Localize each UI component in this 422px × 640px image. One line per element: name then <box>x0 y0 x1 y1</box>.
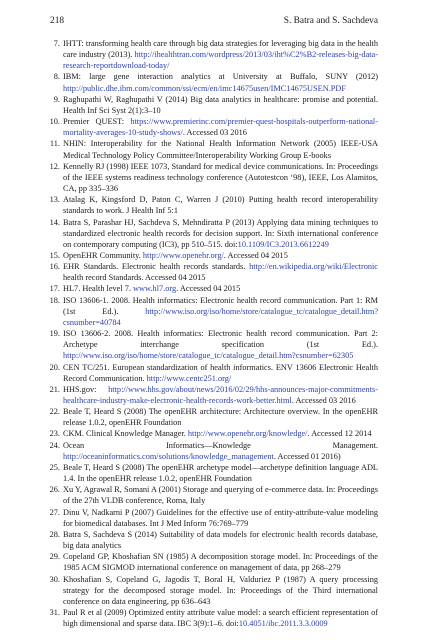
reference-number: 15. <box>49 250 60 260</box>
reference-item <box>46 194 378 216</box>
reference-text <box>63 284 240 293</box>
reference-suffix: . Accessed 12 2014 <box>307 429 372 439</box>
reference-item <box>46 440 378 462</box>
reference-citation: Batra S, Sachdeva S (2014) Suitability of data models for electronic health records database, big data analytics <box>63 529 378 551</box>
reference-item <box>46 462 378 484</box>
reference-link[interactable]: http://www.iso.org/iso/home/store/catalogue_tc/catalogue_detail.htm?csnumber=62305 <box>63 351 354 361</box>
reference-number: 26. <box>49 485 60 495</box>
reference-item <box>46 574 378 607</box>
reference-number: 21. <box>49 384 60 394</box>
reference-text <box>63 575 378 606</box>
reference-suffix: . Accessed 04 2015 <box>176 284 241 294</box>
reference-text <box>63 296 378 327</box>
reference-text <box>63 72 378 92</box>
reference-number: 30. <box>49 574 60 584</box>
reference-citation: EHR Standards. Electronic health records standards. <box>63 262 250 272</box>
reference-citation: CEN TC/251. European standardization of health informatics. ENV 13606 Electronic Health Record Communication. <box>63 362 378 383</box>
reference-text <box>63 39 378 70</box>
reference-number: 24. <box>49 440 60 450</box>
reference-number: 31. <box>49 607 60 617</box>
reference-suffix: . Accessed 03 2016 <box>291 396 356 405</box>
reference-item <box>46 161 378 194</box>
reference-link[interactable]: http://www.openehr.org/ <box>142 250 224 260</box>
reference-suffix: . Accessed 04 2015 <box>223 250 288 260</box>
reference-text <box>63 608 378 628</box>
reference-citation: Ocean Informatics—Knowledge Management. <box>63 440 378 450</box>
reference-link[interactable]: http://public.dhe.ibm.com/common/ssi/ecm/en/imc14675usen/IMC14675USEN.PDF <box>63 83 347 93</box>
reference-item <box>46 607 378 629</box>
reference-suffix: . Accessed 03 2016 <box>182 128 247 138</box>
reference-citation: HHS.gov: <box>63 384 109 394</box>
reference-item <box>46 406 378 428</box>
reference-number: 11. <box>49 139 60 149</box>
reference-text <box>63 552 378 572</box>
reference-text <box>63 162 378 193</box>
page-number: 218 <box>50 16 65 26</box>
reference-item <box>46 138 378 160</box>
reference-item <box>46 328 378 361</box>
reference-item <box>46 507 378 529</box>
reference-citation: OpenEHR Community. <box>63 250 143 260</box>
reference-item <box>46 71 378 93</box>
reference-link[interactable]: http://www.centc251.org/ <box>146 373 232 383</box>
reference-citation: Premier QUEST: <box>63 117 131 127</box>
reference-number: 9. <box>53 94 60 104</box>
reference-text <box>63 441 378 461</box>
reference-link[interactable]: http://www.hhs.gov/about/news/2016/02/29/hhs-announces-major-commitments-healthcare-industry-make-electronic-health-records-work-better.html <box>63 384 378 405</box>
reference-item <box>46 38 378 71</box>
reference-item <box>46 428 378 439</box>
reference-citation: Xu Y, Agrawal R, Somani A (2001) Storage and querying of e-commerce data. In: Proceedings of the 27th VLDB conference, Roma, Italy <box>63 485 378 506</box>
reference-text <box>63 262 378 282</box>
reference-item <box>46 116 378 138</box>
reference-text <box>63 429 372 438</box>
reference-text <box>63 508 378 528</box>
reference-item <box>46 295 378 328</box>
reference-citation: NHIN: Interoperability for the National Health Information Network (2005) IEEE-USA Medical Technology Policy Committee/Interoperability Working Group E-books <box>63 139 378 160</box>
reference-text <box>63 385 378 405</box>
reference-text <box>63 195 378 215</box>
reference-item <box>46 529 378 551</box>
reference-number: 28. <box>49 529 60 539</box>
reference-suffix: . Accessed 01 2016) <box>273 451 341 461</box>
running-head: S. Batra and S. Sachdeva <box>283 16 378 26</box>
reference-number: 13. <box>49 195 60 205</box>
reference-item <box>46 94 378 116</box>
reference-citation: ISO 13606-2. 2008. Health informatics: Electronic health record communication. Part 2: Archetype interchange specification (1st Ed.). <box>63 329 378 350</box>
reference-link[interactable]: http://en.wikipedia.org/wiki/Electronic <box>249 262 378 272</box>
reference-citation: Beale T, Heard S (2008) The openEHR archetype model—archetype definition language ADL 1.4. In the openEHR release 1.0.2, openEHR Foundation <box>63 462 378 484</box>
reference-list <box>46 38 378 629</box>
reference-text <box>63 485 378 505</box>
reference-text <box>63 530 378 550</box>
page-header <box>50 16 378 30</box>
reference-text <box>63 117 378 137</box>
reference-citation: HL7. Health level 7. <box>63 284 134 294</box>
reference-number: 10. <box>49 117 60 127</box>
reference-number: 12. <box>49 161 60 171</box>
reference-item <box>46 484 378 506</box>
reference-citation: Copeland GP, Khoshafian SN (1985) A decomposition storage model. In: Proceedings of the 1985 ACM SIGMOD international conference on management of data, pp 268–279 <box>63 552 378 573</box>
reference-citation: CKM. Clinical Knowledge Manager. <box>63 429 188 439</box>
reference-citation: Batra S, Parashar HJ, Sachdeva S, Mehndiratta P (2013) Applying data mining techniques to standardized electronic health records for decision support. In: Sixth international conference on contemporary computing (IC3), pp 510–515. doi: <box>63 217 378 249</box>
reference-number: 20. <box>49 362 60 372</box>
reference-number: 29. <box>49 552 60 562</box>
reference-link[interactable]: http://ihealthtran.com/wordpress/2013/03/iht%C2%B2-releases-big-data-research-reportdownload-today/ <box>63 50 378 71</box>
reference-citation: Paul R et al (2009) Optimized entity attribute value model: a search efficient representation of high dimensional and sparse data. IBC 3(9):1–6. doi: <box>63 607 378 629</box>
reference-item <box>46 250 378 261</box>
reference-text <box>63 139 378 159</box>
reference-number: 22. <box>49 407 60 417</box>
reference-link[interactable]: http://www.openehr.org/knowledge/ <box>187 429 308 439</box>
reference-citation: Beale T, Heard S (2008) The openEHR architecture: Architecture overview. In the openEHR release 1.0.2, openEHR Foundation <box>63 407 378 428</box>
reference-citation: Atalag K, Kingsford D, Paton C, Warren J (2010) Putting health record interoperability standards to work. J Health Inf 5:1 <box>63 195 378 216</box>
reference-citation: Khoshafian S, Copeland G, Jagodis T, Boral H, Valduriez P (1987) A query processing strategy for the decomposed storage model. In: Proceedings of the Third international conference on data engineering, pp 636–643 <box>63 574 378 606</box>
reference-citation: IHTT: transforming health care through big data strategies for leveraging big data in the health care industry (2013). <box>63 39 378 60</box>
reference-text <box>63 218 378 249</box>
reference-number: 14. <box>49 217 60 227</box>
reference-link[interactable]: http://oceaninformatics.com/solutions/knowledge_management <box>63 451 274 461</box>
reference-citation: ISO 13606-1. 2008. Health informatics: Electronic health record communication. Part 1: RM (1st Ed.). <box>63 295 378 316</box>
reference-citation: Kennelly RJ (1998) IEEE 1073, Standard for medical device communications. In: Proceedings of the IEEE systems readiness technology conference (Autotestcon ‘98), IEEE, Los Alamitos, CA, pp 335–336 <box>63 161 378 194</box>
reference-item <box>46 283 378 294</box>
reference-item <box>46 551 378 573</box>
reference-number: 16. <box>49 262 60 272</box>
reference-text <box>63 251 288 260</box>
reference-suffix: health record Standards. Accessed 04 2015 <box>63 273 206 283</box>
reference-link[interactable]: http://www.iso.org/iso/home/store/catalogue_tc/catalogue_detail.htm?csnumber=40784 <box>63 306 378 327</box>
reference-text <box>63 95 378 115</box>
reference-text <box>63 329 378 360</box>
reference-citation: Dinu V, Nadkarni P (2007) Guidelines for the effective use of entity-attribute-value modeling for biomedical databases. Int J Med Inform 76:769–779 <box>63 507 378 528</box>
reference-text <box>63 463 378 483</box>
reference-item <box>46 217 378 250</box>
reference-citation: IBM: large gene interaction analytics at University at Buffalo, SUNY (2012) <box>63 72 378 82</box>
reference-number: 23. <box>49 429 60 439</box>
reference-number: 17. <box>49 284 60 294</box>
reference-citation: Raghupathi W, Raghupathi V (2014) Big data analytics in healthcare: promise and potential. Health Inf Sci Syst 2(1):3–10 <box>63 94 378 115</box>
reference-text <box>63 363 378 383</box>
reference-item <box>46 362 378 384</box>
reference-number: 27. <box>49 507 60 517</box>
reference-text <box>63 407 378 427</box>
reference-number: 25. <box>49 462 60 472</box>
reference-link[interactable]: www.hl7.org <box>133 284 177 294</box>
reference-link[interactable]: 10.4051/ibc.2011.3.3.0009 <box>238 619 328 629</box>
reference-item <box>46 261 378 283</box>
reference-number: 19. <box>49 329 60 339</box>
reference-number: 7. <box>53 39 60 48</box>
reference-item <box>46 384 378 406</box>
reference-link[interactable]: https://www.premierinc.com/premier-quest-hospitals-outperform-national-mortality-averages-10-study-shows/ <box>63 117 378 138</box>
reference-number: 18. <box>49 295 60 305</box>
reference-link[interactable]: 10.1109/IC3.2013.6612249 <box>237 239 329 249</box>
reference-number: 8. <box>53 72 60 82</box>
